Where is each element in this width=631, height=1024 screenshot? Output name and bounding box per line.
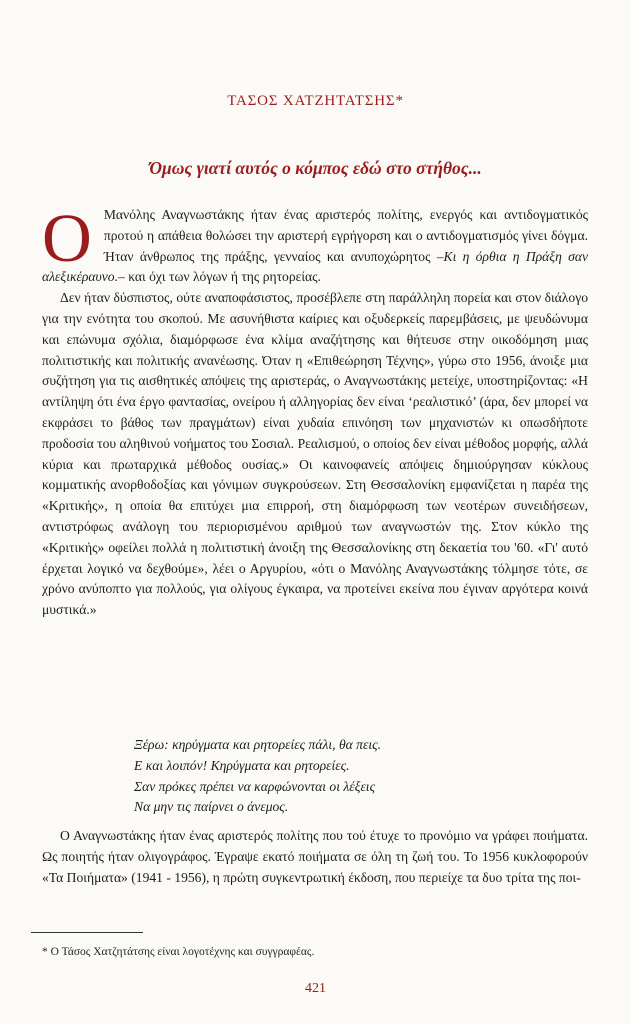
paragraph-1-text: Μανόλης Αναγνωστάκης ήταν ένας αριστερός πολίτης, ενεργός και αντιδογματικός προτού η απάθεια θολώσει την αριστερή εγρήγορση και ο αντιδογματισμός γίνει δόγμα. Ήταν άνθρωπος της πράξης, γενναίος και ανυποχώρητος – — [103, 207, 588, 264]
author-heading: ΤΑΣΟΣ ΧΑΤΖΗΤΑΤΣΗΣ* — [227, 93, 404, 109]
body-opening — [42, 200, 588, 621]
paragraph-1 — [42, 200, 588, 288]
paragraph-1-quote: Κι η όρθια η Πράξη σαν αλεξικέραυνο. — [42, 248, 588, 285]
paragraph-3: Ο Αναγνωστάκης ήταν ένας αριστερός πολίτης που τού έτυχε το προνόμιο να γράφει ποιήματα. Ως ποιητής ήταν ολιγογράφος. Έγραψε εκατό ποιήματα σε όλη τη ζωή του. Το 1956 κυκλοφορούν «Τα Ποιήματα» (1941 - 1956), η πρώτη συγκεντρωτική έκδοση, που περιείχε τα δυο τρίτα της ποι- — [42, 828, 588, 885]
article-title: Όμως γιατί αυτός ο κόμπος εδώ στο στήθος... — [149, 158, 482, 178]
page-number: 421 — [305, 981, 326, 996]
drop-cap: Ο — [42, 200, 92, 276]
paragraph-1-end: – και όχι των λόγων ή της ρητορείας. — [118, 269, 321, 285]
verse-line: Ε και λοιπόν! Κηρύγματα και ρητορείες. — [134, 757, 350, 773]
paragraph-2: Δεν ήταν δύσπιστος, ούτε αναποφάσιστος, προσέβλεπε στη παράλληλη πορεία και στον διάλογο για την ενότητα του σκοπού. Με ασυνήθιστα καίριες και οξυδερκείς παρεμβάσεις, με ψευδώνυμα και επώνυμα σχόλια, διαμόρφωσε ένα κλίμα αναζήτησης και θήτευσε στην οικοδόμηση μιας πολιτιστικής και πολιτικής ανανέωσης. Όταν η «Επιθεώρηση Τέχνης», γύρω στο 1956, άνοιξε μια συζήτηση για τις αισθητικές απόψεις της αριστεράς, ο Αναγνωστάκης μετείχε, υποστηρίζοντας: «Η αντίληψη ότι ένα έργο φαντασίας, ονείρου ή αλληγορίας δεν είναι ‘ρεαλιστικό’ (άρα, δεν μπορεί να εκφράσει το βάθος των πραγμάτων) είναι χυδαία επινόηση των μηχανιστών κι οπωσδήποτε προδοσία του αληθινού νοήματος του Σοσιαλ. Ρεαλισμού, ο οποίος δεν είναι μέθοδος μορφής, αλλά κύρια και πρωταρχικά μέθοδος ουσίας.» Οι καινοφανείς απόψεις δημιούργησαν κύκλους κομματικής ανορθοδοξίας και γόνιμων συγκρούσεων. Στη Θεσσαλονίκη εμφανίζεται η παρέα της «Κριτικής», η οποία θα επιτύχει μια επιρροή, στη διαμόρφωση των νεοτέρων συνειδήσεων, αντιστρόφως ανάλογη του περιορισμένου αριθμού των αναγνωστών της. Στον κύκλο της «Κριτικής» οφείλει πολλά η πολιτιστική άνοιξη της Θεσσαλονίκης στη δεκαετία του '60. «Γι' αυτό έρχεται λογικό να δεχθούμε», λέει ο Αργυρίου, «ότι ο Μανόλης Αναγνωστάκης τόλμησε τότε, σε χρόνο ανύποπτο για πολλούς, για ολίγους έγκαιρα, να προτείνει εκείνα που έγιναν αργότερα κοινά μυστικά.» — [42, 290, 588, 618]
verse-block — [134, 735, 381, 818]
verse-line: Σαν πρόκες πρέπει να καρφώνονται οι λέξεις — [134, 778, 376, 794]
footnote-divider — [31, 932, 143, 933]
verse-line: Ξέρω: κηρύγματα και ρητορείες πάλι, θα πεις. — [134, 737, 382, 752]
footnote: * Ο Τάσος Χατζητάτσης είναι λογοτέχνης και συγγραφέας. — [42, 946, 315, 958]
body-closing — [42, 826, 588, 888]
verse-line: Να μην τις παίρνει ο άνεμος. — [134, 799, 289, 815]
